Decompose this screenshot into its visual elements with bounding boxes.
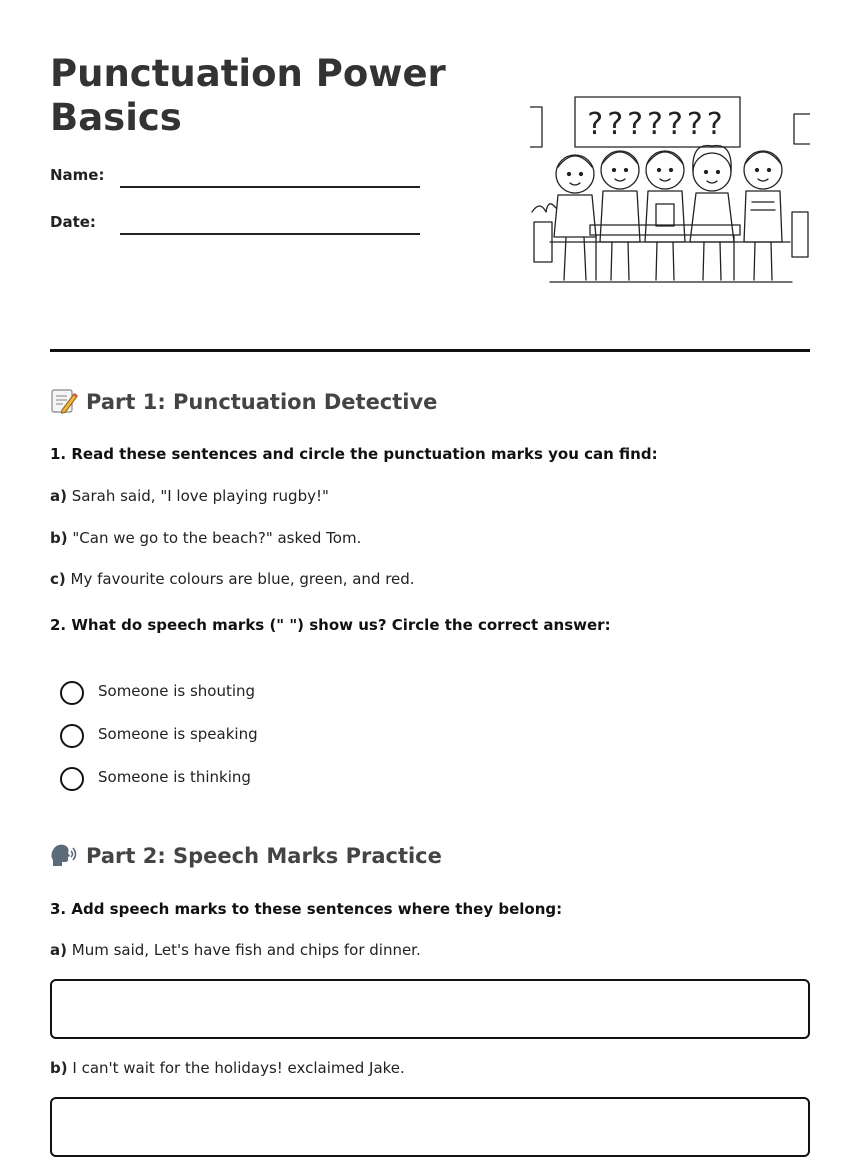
part1-title: Part 1: Punctuation Detective <box>86 390 438 414</box>
sentence-label: a) <box>50 487 67 505</box>
part1-sentence-c <box>50 570 415 588</box>
sentence-label: b) <box>50 1059 68 1077</box>
sentence-text: Sarah said, "I love playing rugby!" <box>71 487 329 505</box>
answer-box-b[interactable] <box>50 1097 810 1157</box>
part1-sentence-b <box>50 529 361 547</box>
speaking-head-icon <box>50 842 78 868</box>
sentence-text: "Can we go to the beach?" asked Tom. <box>72 529 362 547</box>
header-divider <box>50 349 810 352</box>
memo-pencil-icon <box>50 388 78 414</box>
part1-sentence-a <box>50 487 329 505</box>
name-field[interactable] <box>50 166 420 194</box>
option-label: Someone is thinking <box>98 768 251 786</box>
option-label: Someone is shouting <box>98 682 256 700</box>
name-line[interactable] <box>120 186 420 188</box>
sentence-label: c) <box>50 570 66 588</box>
name-label: Name: <box>50 166 105 184</box>
question-1: 1. Read these sentences and circle the punctuation marks you can find: <box>50 445 658 463</box>
answer-box-a[interactable] <box>50 979 810 1039</box>
sentence-label: b) <box>50 529 68 547</box>
worksheet-title: Punctuation Power Basics <box>50 52 446 139</box>
sentence-text: Mum said, Let's have fish and chips for dinner. <box>71 941 421 959</box>
board-question-marks: ??????? <box>587 107 727 142</box>
date-line[interactable] <box>120 233 420 235</box>
option-circle[interactable] <box>60 767 84 791</box>
part2-sentence-b <box>50 1059 405 1077</box>
part2-title: Part 2: Speech Marks Practice <box>86 844 442 868</box>
option-label: Someone is speaking <box>98 725 258 743</box>
question-2: 2. What do speech marks (" ") show us? Circle the correct answer: <box>50 616 611 634</box>
part1-heading <box>50 388 437 414</box>
part2-sentence-a <box>50 941 421 959</box>
question-3: 3. Add speech marks to these sentences where they belong: <box>50 900 563 918</box>
classroom-illustration <box>530 92 810 292</box>
date-label: Date: <box>50 213 96 231</box>
option-circle[interactable] <box>60 724 84 748</box>
option-circle[interactable] <box>60 681 84 705</box>
sentence-label: a) <box>50 941 67 959</box>
date-field[interactable] <box>50 213 420 241</box>
sentence-text: I can't wait for the holidays! exclaimed Jake. <box>72 1059 405 1077</box>
sentence-text: My favourite colours are blue, green, and red. <box>70 570 415 588</box>
part2-heading <box>50 842 442 868</box>
